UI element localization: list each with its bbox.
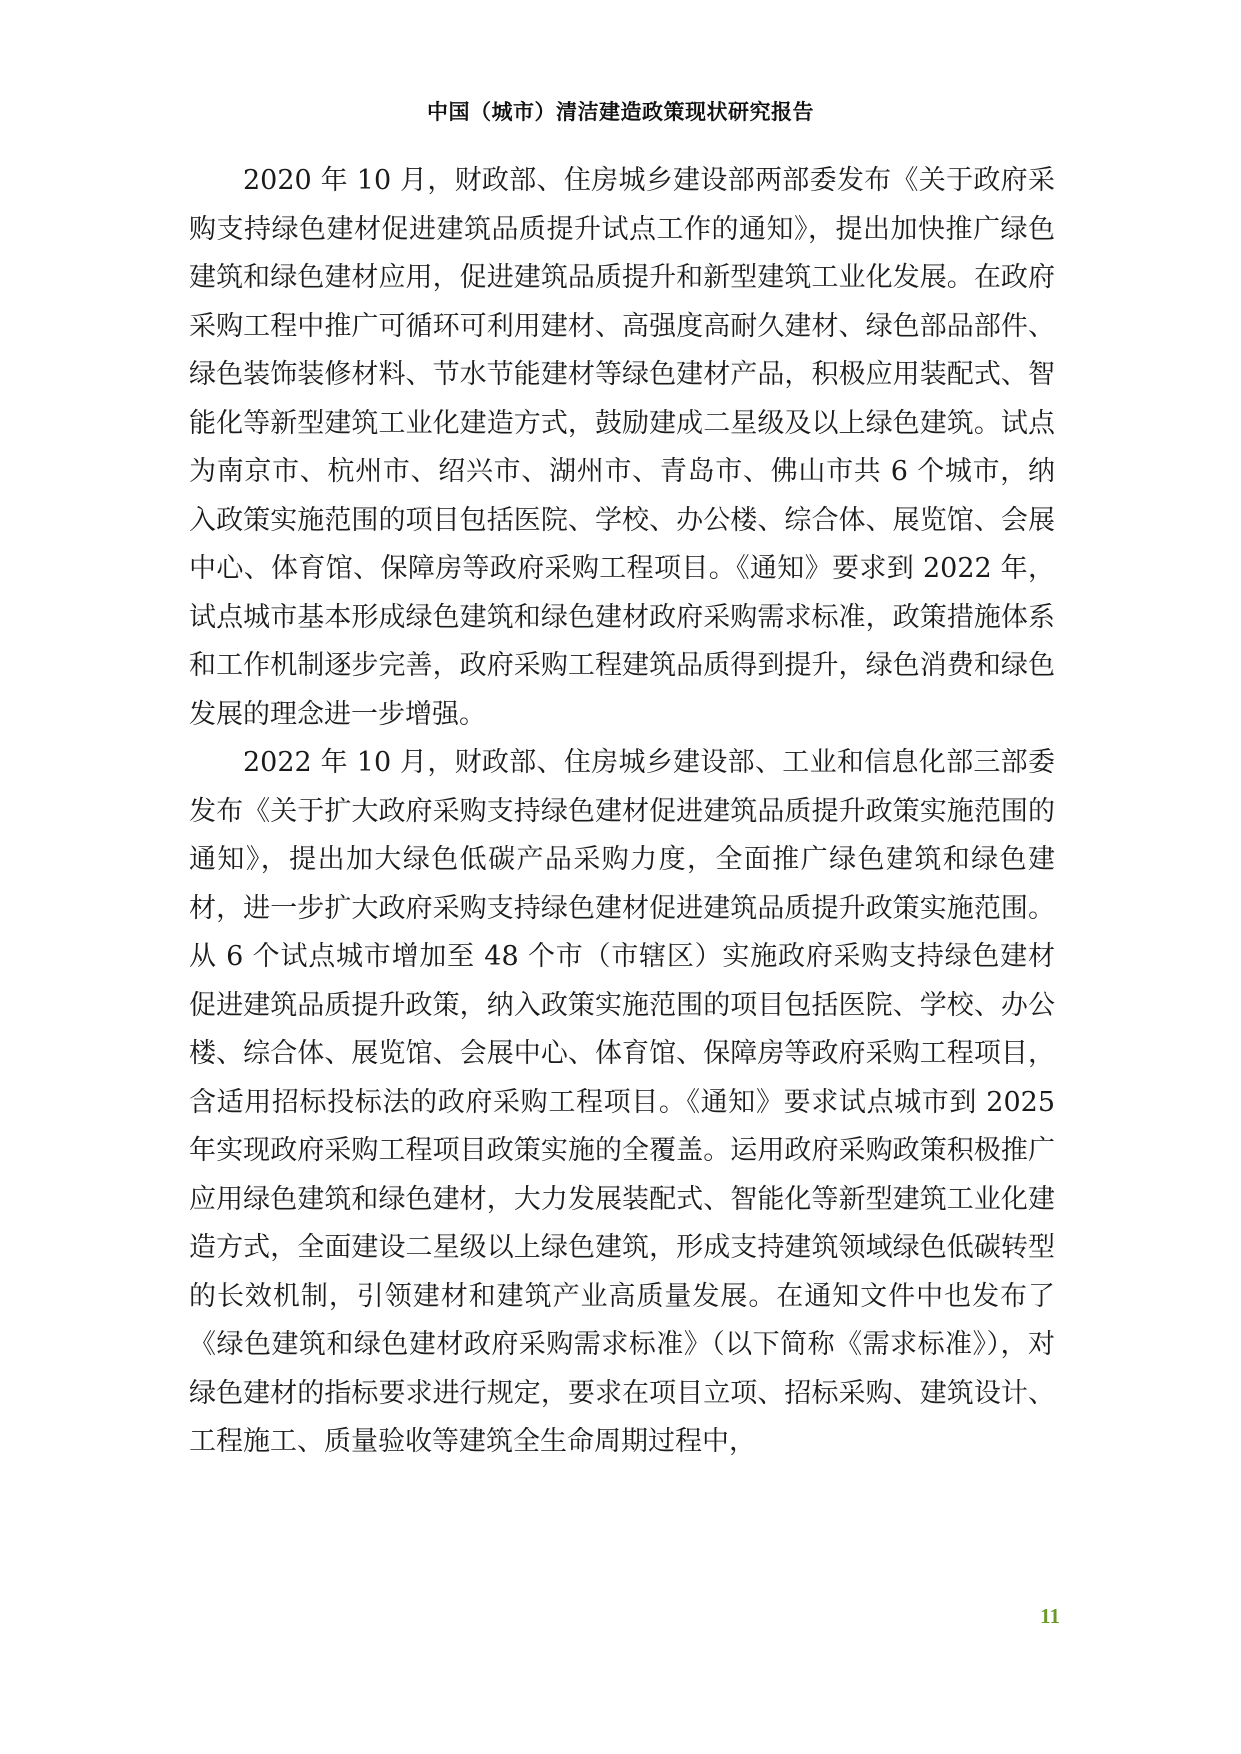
body-text xyxy=(189,157,1055,1467)
page-number: 11 xyxy=(1040,1604,1060,1628)
running-header: 中国（城市）清洁建造政策现状研究报告 xyxy=(427,100,814,124)
paragraph: 2020 年 10 月，财政部、住房城乡建设部两部委发布《关于政府采购支持绿色建材促进建筑品质提升试点工作的通知》，提出加快推广绿色建筑和绿色建材应用，促进建筑品质提升和新型建筑工业化发展。在政府采购工程中推广可循环可利用建材、高强度高耐久建材、绿色部品部件、绿色装饰装修材料、节水节能建材等绿色建材产品，积极应用装配式、智能化等新型建筑工业化建造方式，鼓励建成二星级及以上绿色建筑。试点为南京市、杭州市、绍兴市、湖州市、青岛市、佛山市共 6 个城市，纳入政策实施范围的项目包括医院、学校、办公楼、综合体、展览馆、会展中心、体育馆、保障房等政府采购工程项目。《通知》要求到 2022 年，试点城市基本形成绿色建筑和绿色建材政府采购需求标准，政策措施体系和工作机制逐步完善，政府采购工程建筑品质得到提升，绿色消费和绿色发展的理念进一步增强。 xyxy=(189,165,1055,730)
paragraph: 2022 年 10 月，财政部、住房城乡建设部、工业和信息化部三部委发布《关于扩大政府采购支持绿色建材促进建筑品质提升政策实施范围的通知》，提出加大绿色低碳产品采购力度，全面推广绿色建筑和绿色建材，进一步扩大政府采购支持绿色建材促进建筑品质提升政策实施范围。从 6 个试点城市增加至 48 个市（市辖区）实施政府采购支持绿色建材促进建筑品质提升政策，纳入政策实施范围的项目包括医院、学校、办公楼、综合体、展览馆、会展中心、体育馆、保障房等政府采购工程项目，含适用招标投标法的政府采购工程项目。《通知》要求试点城市到 2025 年实现政府采购工程项目政策实施的全覆盖。运用政府采购政策积极推广应用绿色建筑和绿色建材，大力发展装配式、智能化等新型建筑工业化建造方式，全面建设二星级以上绿色建筑，形成支持建筑领域绿色低碳转型的长效机制，引领建材和建筑产业高质量发展。在通知文件中也发布了《绿色建筑和绿色建材政府采购需求标准》（以下简称《需求标准》），对绿色建材的指标要求进行规定，要求在项目立项、招标采购、建筑设计、工程施工、质量验收等建筑全生命周期过程中， xyxy=(189,747,1055,1457)
